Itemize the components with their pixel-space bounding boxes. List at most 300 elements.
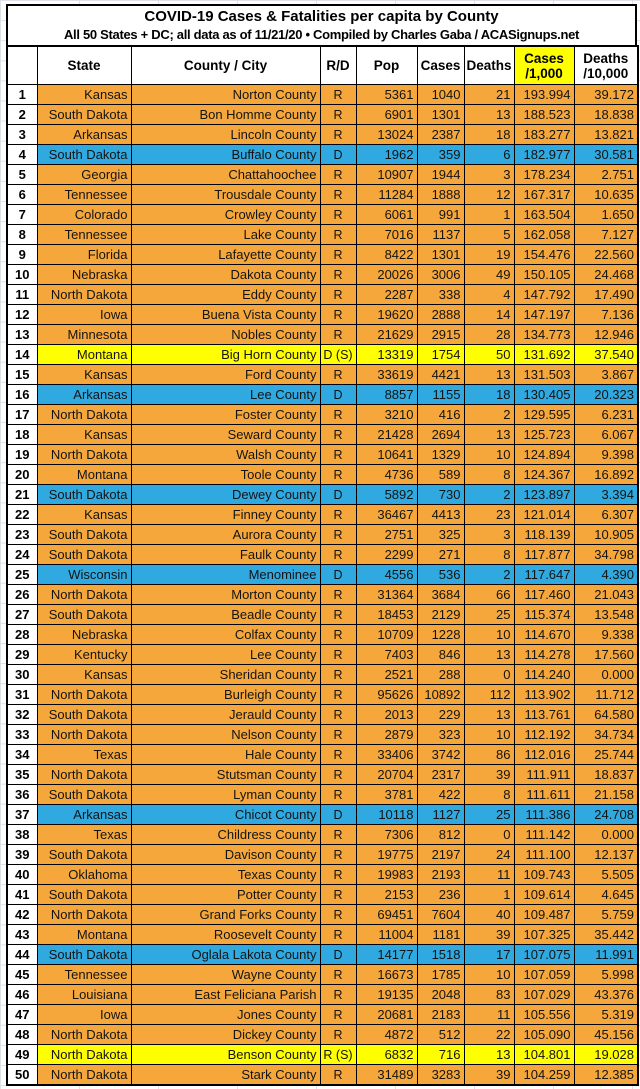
- pop-cell: 19775: [356, 845, 417, 865]
- county-cell: Lee County: [131, 645, 320, 665]
- cases-cell: 1155: [417, 385, 464, 405]
- rank-cell: 48: [7, 1025, 37, 1045]
- rd-cell: R: [320, 445, 356, 465]
- county-cell: Aurora County: [131, 525, 320, 545]
- rd-cell: R: [320, 925, 356, 945]
- deaths-cell: 40: [464, 905, 514, 925]
- deaths-per-10000-cell: 10.905: [574, 525, 638, 545]
- cases-cell: 323: [417, 725, 464, 745]
- state-cell: Kansas: [37, 365, 131, 385]
- deaths-per-10000-cell: 24.708: [574, 805, 638, 825]
- col-header-cases-per-1000: [514, 46, 574, 85]
- deaths-per-10000-cell: 64.580: [574, 705, 638, 725]
- deaths-per-10000-cell: 18.838: [574, 105, 638, 125]
- county-cell: Beadle County: [131, 605, 320, 625]
- deaths-per-10000-cell: 17.490: [574, 285, 638, 305]
- pop-cell: 19620: [356, 305, 417, 325]
- county-cell: Walsh County: [131, 445, 320, 465]
- rank-cell: 9: [7, 245, 37, 265]
- table-row: [7, 545, 638, 565]
- deaths-cell: 66: [464, 585, 514, 605]
- cases-per-1000-cell: 117.877: [514, 545, 574, 565]
- deaths-per-10000-cell: 21.158: [574, 785, 638, 805]
- county-cell: Faulk County: [131, 545, 320, 565]
- cases-per-1000-cell: 105.090: [514, 1025, 574, 1045]
- cases-per-1000-cell: 130.405: [514, 385, 574, 405]
- table-row: [7, 125, 638, 145]
- state-cell: Tennessee: [37, 965, 131, 985]
- deaths-cell: 5: [464, 225, 514, 245]
- cases-cell: 1754: [417, 345, 464, 365]
- pop-cell: 19983: [356, 865, 417, 885]
- county-cell: Eddy County: [131, 285, 320, 305]
- deaths-per-10000-cell: 17.560: [574, 645, 638, 665]
- rd-cell: R: [320, 205, 356, 225]
- rank-cell: 10: [7, 265, 37, 285]
- table-row: [7, 705, 638, 725]
- deaths-cell: 39: [464, 925, 514, 945]
- deaths-per-10000-cell: 45.156: [574, 1025, 638, 1045]
- rd-cell: R: [320, 305, 356, 325]
- table-row: [7, 305, 638, 325]
- rank-cell: 14: [7, 345, 37, 365]
- deaths-per-10000-cell: 3.867: [574, 365, 638, 385]
- cases-cell: 288: [417, 665, 464, 685]
- rank-cell: 25: [7, 565, 37, 585]
- cases-per-1000-cell: 147.197: [514, 305, 574, 325]
- deaths-per-10000-cell: 12.946: [574, 325, 638, 345]
- deaths-cell: 2: [464, 485, 514, 505]
- state-cell: North Dakota: [37, 285, 131, 305]
- state-cell: Texas: [37, 745, 131, 765]
- deaths-cell: 13: [464, 365, 514, 385]
- rd-cell: R: [320, 525, 356, 545]
- cases-cell: 325: [417, 525, 464, 545]
- cases-per-1000-cell: 114.670: [514, 625, 574, 645]
- state-cell: Colorado: [37, 205, 131, 225]
- cases-cell: 359: [417, 145, 464, 165]
- cases-per-1000-cell: 188.523: [514, 105, 574, 125]
- cases-cell: 991: [417, 205, 464, 225]
- deaths-per-10000-cell: 13.548: [574, 605, 638, 625]
- cases-cell: 422: [417, 785, 464, 805]
- cases-cell: 512: [417, 1025, 464, 1045]
- county-cell: Big Horn County: [131, 345, 320, 365]
- county-cell: East Feliciana Parish: [131, 985, 320, 1005]
- deaths-per-10000-cell: 4.645: [574, 885, 638, 905]
- rd-cell: R: [320, 725, 356, 745]
- deaths-per-10000-cell: 37.540: [574, 345, 638, 365]
- rd-cell: R: [320, 325, 356, 345]
- spreadsheet-table: [6, 4, 637, 1086]
- deaths-cell: 21: [464, 85, 514, 105]
- county-cell: Lafayette County: [131, 245, 320, 265]
- county-cell: Norton County: [131, 85, 320, 105]
- cases-cell: 2915: [417, 325, 464, 345]
- table-row: [7, 245, 638, 265]
- state-cell: Iowa: [37, 1005, 131, 1025]
- rank-cell: 31: [7, 685, 37, 705]
- table-row: [7, 1065, 638, 1086]
- state-cell: South Dakota: [37, 845, 131, 865]
- county-cell: Trousdale County: [131, 185, 320, 205]
- table-row: [7, 285, 638, 305]
- deaths-per-10000-cell: 2.751: [574, 165, 638, 185]
- col-header-deaths-per-10000: [574, 46, 638, 85]
- rank-cell: 46: [7, 985, 37, 1005]
- pop-cell: 20026: [356, 265, 417, 285]
- deaths-cell: 4: [464, 285, 514, 305]
- rd-cell: R: [320, 185, 356, 205]
- deaths-cell: 11: [464, 865, 514, 885]
- rank-cell: 21: [7, 485, 37, 505]
- cases-per-1000-cell: 124.894: [514, 445, 574, 465]
- state-cell: Tennessee: [37, 225, 131, 245]
- deaths-cell: 28: [464, 325, 514, 345]
- cases-per-1000-cell: 114.278: [514, 645, 574, 665]
- data-table: [6, 45, 639, 1086]
- cases-cell: 846: [417, 645, 464, 665]
- deaths-cell: 13: [464, 645, 514, 665]
- rank-cell: 41: [7, 885, 37, 905]
- pop-cell: 6832: [356, 1045, 417, 1065]
- table-row: [7, 525, 638, 545]
- cases-per-1000-cell: 111.142: [514, 825, 574, 845]
- cases-per-1000-cell: 107.059: [514, 965, 574, 985]
- rank-cell: 2: [7, 105, 37, 125]
- rd-cell: R: [320, 585, 356, 605]
- table-row: [7, 645, 638, 665]
- pop-cell: 10709: [356, 625, 417, 645]
- county-cell: Foster County: [131, 405, 320, 425]
- table-row: [7, 945, 638, 965]
- cases-cell: 271: [417, 545, 464, 565]
- cases-cell: 1518: [417, 945, 464, 965]
- deaths-cell: 6: [464, 145, 514, 165]
- county-cell: Potter County: [131, 885, 320, 905]
- rank-cell: 4: [7, 145, 37, 165]
- pop-cell: 33406: [356, 745, 417, 765]
- cases-per-1000-cell: 134.773: [514, 325, 574, 345]
- rank-cell: 49: [7, 1045, 37, 1065]
- deaths-per-10000-cell: 10.635: [574, 185, 638, 205]
- cases-per-1000-cell: 131.503: [514, 365, 574, 385]
- rd-cell: R: [320, 545, 356, 565]
- county-cell: Burleigh County: [131, 685, 320, 705]
- rank-cell: 29: [7, 645, 37, 665]
- pop-cell: 5361: [356, 85, 417, 105]
- deaths-cell: 83: [464, 985, 514, 1005]
- pop-cell: 21629: [356, 325, 417, 345]
- deaths-per-10000-cell: 3.394: [574, 485, 638, 505]
- cases-cell: 536: [417, 565, 464, 585]
- county-cell: Jones County: [131, 1005, 320, 1025]
- cases-per-1000-cell: 123.897: [514, 485, 574, 505]
- cases-cell: 229: [417, 705, 464, 725]
- deaths-per-10000-cell: 35.442: [574, 925, 638, 945]
- rd-cell: R: [320, 745, 356, 765]
- county-cell: Benson County: [131, 1045, 320, 1065]
- state-cell: North Dakota: [37, 725, 131, 745]
- cases-per-1000-cell: 183.277: [514, 125, 574, 145]
- table-row: [7, 845, 638, 865]
- cases-per-1000-cell: 121.014: [514, 505, 574, 525]
- pop-cell: 8422: [356, 245, 417, 265]
- state-cell: Kansas: [37, 85, 131, 105]
- cases-cell: 3742: [417, 745, 464, 765]
- table-row: [7, 505, 638, 525]
- deaths-per-10000-cell: 4.390: [574, 565, 638, 585]
- table-row: [7, 105, 638, 125]
- table-row: [7, 745, 638, 765]
- cases-cell: 1301: [417, 105, 464, 125]
- cases-per-1000-cell: 115.374: [514, 605, 574, 625]
- table-row: [7, 825, 638, 845]
- cases-cell: 1301: [417, 245, 464, 265]
- table-row: [7, 345, 638, 365]
- rank-cell: 37: [7, 805, 37, 825]
- county-cell: Dickey County: [131, 1025, 320, 1045]
- pop-cell: 19135: [356, 985, 417, 1005]
- state-cell: Florida: [37, 245, 131, 265]
- cases-per-1000-cell: 107.029: [514, 985, 574, 1005]
- rd-cell: R: [320, 165, 356, 185]
- cases-per-1000-cell: 129.595: [514, 405, 574, 425]
- table-row: [7, 385, 638, 405]
- table-row: [7, 985, 638, 1005]
- table-header-row: [7, 46, 638, 85]
- table-row: [7, 465, 638, 485]
- cases-per-1000-cell: 104.259: [514, 1065, 574, 1086]
- county-cell: Finney County: [131, 505, 320, 525]
- pop-cell: 4556: [356, 565, 417, 585]
- rd-cell: R: [320, 245, 356, 265]
- cases-per-1000-cell: 163.504: [514, 205, 574, 225]
- deaths-cell: 13: [464, 705, 514, 725]
- cases-per-1000-cell: 111.386: [514, 805, 574, 825]
- rd-cell: R: [320, 85, 356, 105]
- state-cell: Iowa: [37, 305, 131, 325]
- cases-cell: 416: [417, 405, 464, 425]
- state-cell: South Dakota: [37, 145, 131, 165]
- rank-cell: 28: [7, 625, 37, 645]
- rd-cell: R: [320, 365, 356, 385]
- cases-cell: 2183: [417, 1005, 464, 1025]
- rd-cell: R: [320, 845, 356, 865]
- deaths-cell: 49: [464, 265, 514, 285]
- table-row: [7, 625, 638, 645]
- pop-cell: 20704: [356, 765, 417, 785]
- rank-cell: 8: [7, 225, 37, 245]
- county-cell: Seward County: [131, 425, 320, 445]
- rd-cell: R: [320, 125, 356, 145]
- state-cell: North Dakota: [37, 1065, 131, 1086]
- cases-per-1000-cell: 193.994: [514, 85, 574, 105]
- pop-cell: 8857: [356, 385, 417, 405]
- table-row: [7, 445, 638, 465]
- state-cell: South Dakota: [37, 605, 131, 625]
- cases-cell: 2193: [417, 865, 464, 885]
- rank-cell: 34: [7, 745, 37, 765]
- cases-cell: 1127: [417, 805, 464, 825]
- cases-cell: 4413: [417, 505, 464, 525]
- deaths-per-10000-cell: 21.043: [574, 585, 638, 605]
- rd-cell: R: [320, 885, 356, 905]
- cases-cell: 1944: [417, 165, 464, 185]
- rd-cell: R: [320, 1065, 356, 1086]
- rd-cell: R: [320, 765, 356, 785]
- table-row: [7, 405, 638, 425]
- cases-per-1000-cell: 147.792: [514, 285, 574, 305]
- state-cell: Kansas: [37, 425, 131, 445]
- table-row: [7, 365, 638, 385]
- cases-cell: 589: [417, 465, 464, 485]
- pop-cell: 13024: [356, 125, 417, 145]
- county-cell: Toole County: [131, 465, 320, 485]
- cases-cell: 7604: [417, 905, 464, 925]
- cases-cell: 2317: [417, 765, 464, 785]
- state-cell: Arkansas: [37, 385, 131, 405]
- pop-cell: 31364: [356, 585, 417, 605]
- deaths-per-10000-cell: 24.468: [574, 265, 638, 285]
- rank-cell: 47: [7, 1005, 37, 1025]
- state-cell: South Dakota: [37, 525, 131, 545]
- deaths-per-10000-cell: 7.127: [574, 225, 638, 245]
- state-cell: South Dakota: [37, 885, 131, 905]
- table-row: [7, 925, 638, 945]
- rd-cell: R (S): [320, 1045, 356, 1065]
- deaths-cell: 39: [464, 765, 514, 785]
- county-cell: Ford County: [131, 365, 320, 385]
- deaths-cell: 18: [464, 125, 514, 145]
- state-cell: North Dakota: [37, 765, 131, 785]
- rank-cell: 39: [7, 845, 37, 865]
- state-cell: Arkansas: [37, 125, 131, 145]
- rd-cell: D: [320, 565, 356, 585]
- pop-cell: 7306: [356, 825, 417, 845]
- pop-cell: 3210: [356, 405, 417, 425]
- cases-cell: 730: [417, 485, 464, 505]
- pop-cell: 10907: [356, 165, 417, 185]
- rank-cell: 33: [7, 725, 37, 745]
- rd-cell: R: [320, 1005, 356, 1025]
- deaths-cell: 13: [464, 105, 514, 125]
- table-row: [7, 665, 638, 685]
- table-row: [7, 265, 638, 285]
- county-cell: Dewey County: [131, 485, 320, 505]
- table-row: [7, 145, 638, 165]
- cases-per-1000-cell: 112.016: [514, 745, 574, 765]
- state-cell: North Dakota: [37, 445, 131, 465]
- deaths-cell: 13: [464, 425, 514, 445]
- table-row: [7, 1005, 638, 1025]
- deaths-per-10000-cell: 43.376: [574, 985, 638, 1005]
- cases-cell: 1040: [417, 85, 464, 105]
- rd-cell: R: [320, 225, 356, 245]
- col-header-state: State: [37, 46, 131, 85]
- deaths-cell: 17: [464, 945, 514, 965]
- pop-cell: 2879: [356, 725, 417, 745]
- state-cell: Minnesota: [37, 325, 131, 345]
- deaths-cell: 0: [464, 665, 514, 685]
- county-cell: Grand Forks County: [131, 905, 320, 925]
- col-header-deaths-per-10000-line2: /10,000: [583, 65, 629, 81]
- deaths-per-10000-cell: 6.067: [574, 425, 638, 445]
- rank-cell: 44: [7, 945, 37, 965]
- rd-cell: R: [320, 285, 356, 305]
- cases-cell: 1888: [417, 185, 464, 205]
- rank-cell: 38: [7, 825, 37, 845]
- state-cell: Wisconsin: [37, 565, 131, 585]
- deaths-cell: 22: [464, 1025, 514, 1045]
- pop-cell: 36467: [356, 505, 417, 525]
- cases-per-1000-cell: 109.487: [514, 905, 574, 925]
- table-row: [7, 185, 638, 205]
- cases-per-1000-cell: 107.075: [514, 945, 574, 965]
- pop-cell: 2751: [356, 525, 417, 545]
- cases-cell: 716: [417, 1045, 464, 1065]
- table-row: [7, 165, 638, 185]
- state-cell: North Dakota: [37, 405, 131, 425]
- rd-cell: D: [320, 145, 356, 165]
- deaths-cell: 1: [464, 885, 514, 905]
- cases-per-1000-cell: 105.556: [514, 1005, 574, 1025]
- state-cell: South Dakota: [37, 785, 131, 805]
- state-cell: Tennessee: [37, 185, 131, 205]
- county-cell: Sheridan County: [131, 665, 320, 685]
- pop-cell: 18453: [356, 605, 417, 625]
- pop-cell: 5892: [356, 485, 417, 505]
- cases-cell: 3283: [417, 1065, 464, 1086]
- rank-cell: 43: [7, 925, 37, 945]
- deaths-cell: 8: [464, 785, 514, 805]
- col-header-cases-per-1000-line1: Cases: [524, 50, 564, 66]
- cases-cell: 236: [417, 885, 464, 905]
- state-cell: Kansas: [37, 505, 131, 525]
- deaths-per-10000-cell: 30.581: [574, 145, 638, 165]
- cases-per-1000-cell: 178.234: [514, 165, 574, 185]
- pop-cell: 1962: [356, 145, 417, 165]
- pop-cell: 13319: [356, 345, 417, 365]
- deaths-cell: 10: [464, 445, 514, 465]
- rank-cell: 7: [7, 205, 37, 225]
- county-cell: Chattahoochee: [131, 165, 320, 185]
- cases-cell: 4421: [417, 365, 464, 385]
- cases-per-1000-cell: 111.911: [514, 765, 574, 785]
- rank-cell: 27: [7, 605, 37, 625]
- county-cell: Stark County: [131, 1065, 320, 1086]
- deaths-per-10000-cell: 5.759: [574, 905, 638, 925]
- pop-cell: 2287: [356, 285, 417, 305]
- deaths-cell: 23: [464, 505, 514, 525]
- rd-cell: R: [320, 865, 356, 885]
- cases-cell: 1181: [417, 925, 464, 945]
- deaths-per-10000-cell: 5.505: [574, 865, 638, 885]
- rd-cell: R: [320, 605, 356, 625]
- rd-cell: R: [320, 785, 356, 805]
- pop-cell: 7403: [356, 645, 417, 665]
- county-cell: Bon Homme County: [131, 105, 320, 125]
- cases-per-1000-cell: 109.614: [514, 885, 574, 905]
- county-cell: Morton County: [131, 585, 320, 605]
- county-cell: Childress County: [131, 825, 320, 845]
- cases-cell: 3684: [417, 585, 464, 605]
- county-cell: Lincoln County: [131, 125, 320, 145]
- cases-cell: 338: [417, 285, 464, 305]
- deaths-per-10000-cell: 39.172: [574, 85, 638, 105]
- rank-cell: 50: [7, 1065, 37, 1086]
- county-cell: Dakota County: [131, 265, 320, 285]
